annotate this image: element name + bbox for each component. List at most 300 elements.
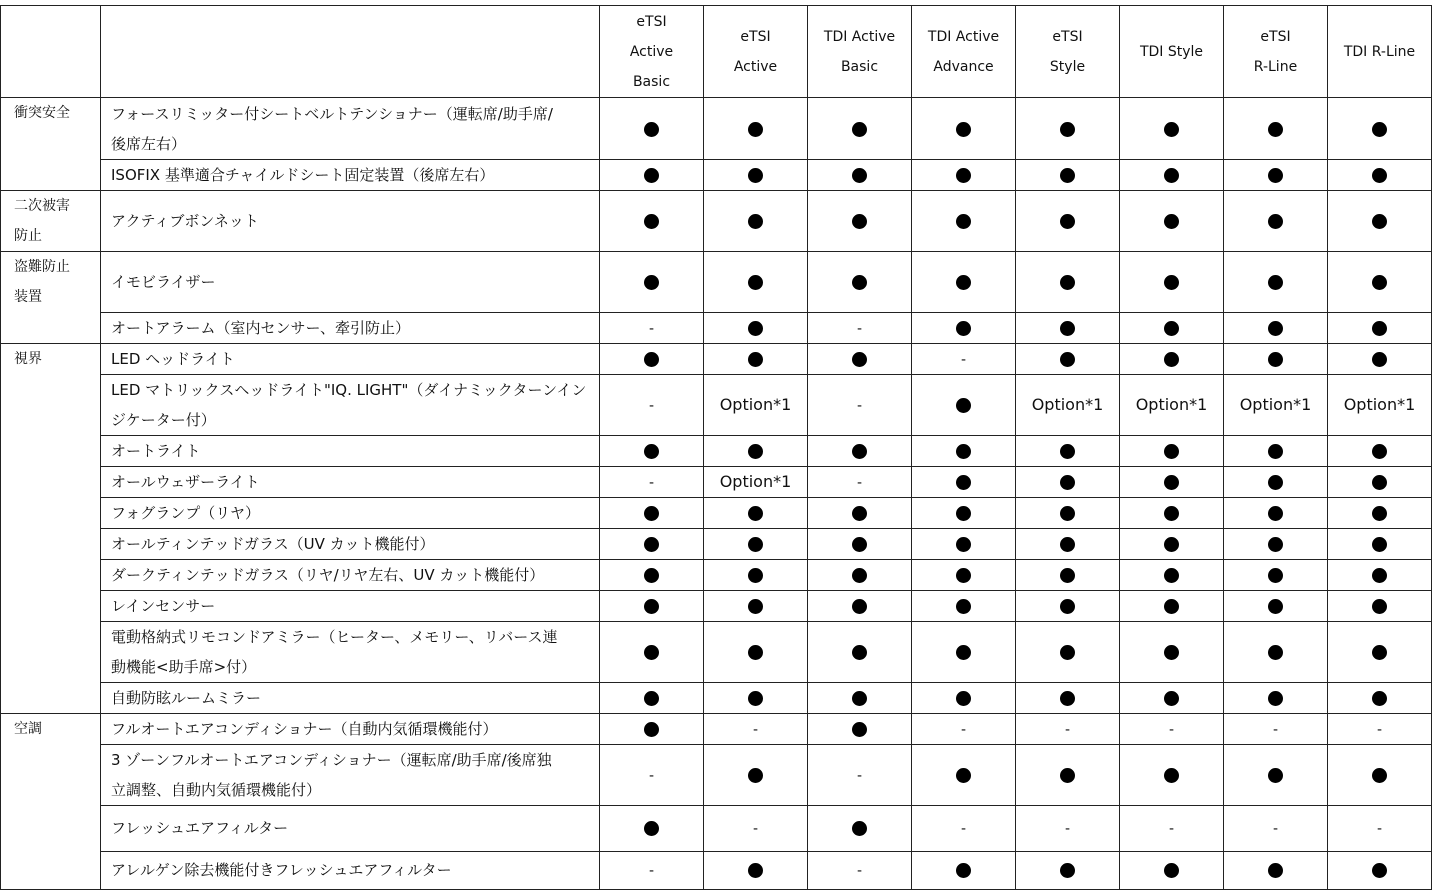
availability-cell	[704, 805, 808, 851]
standard-dot-icon	[748, 768, 763, 783]
table-row	[1, 191, 1432, 252]
availability-cell	[912, 744, 1016, 805]
standard-dot-icon	[644, 722, 659, 737]
availability-cell	[912, 559, 1016, 590]
availability-cell	[1016, 466, 1120, 497]
category-cell	[1, 559, 101, 590]
not-available-mark: -	[856, 863, 863, 879]
availability-cell	[912, 805, 1016, 851]
feature-name: フルオートエアコンディショナー（自動内気循環機能付）	[101, 713, 600, 744]
not-available-mark: -	[960, 351, 967, 368]
category-cell	[1, 497, 101, 528]
availability-cell	[1224, 191, 1328, 252]
table-row	[1, 559, 1432, 590]
category-cell: 二次被害 防止	[1, 191, 101, 252]
availability-cell	[600, 466, 704, 497]
standard-dot-icon	[1268, 214, 1283, 229]
standard-dot-icon	[1372, 506, 1387, 521]
not-available-mark: -	[1064, 721, 1071, 738]
grade-header: eTSI R-Line	[1224, 6, 1328, 98]
standard-dot-icon	[956, 863, 971, 878]
availability-cell	[1224, 343, 1328, 374]
not-available-mark: -	[648, 320, 655, 337]
standard-dot-icon	[1164, 321, 1179, 336]
availability-cell	[808, 497, 912, 528]
availability-cell	[912, 713, 1016, 744]
availability-cell	[912, 374, 1016, 435]
standard-dot-icon	[748, 275, 763, 290]
not-available-mark: -	[648, 397, 655, 414]
availability-cell	[912, 528, 1016, 559]
table-row	[1, 343, 1432, 374]
availability-cell	[1224, 466, 1328, 497]
table-row	[1, 252, 1432, 313]
availability-cell	[1016, 682, 1120, 713]
standard-dot-icon	[1268, 444, 1283, 459]
standard-dot-icon	[1372, 321, 1387, 336]
not-available-mark: -	[1376, 821, 1383, 837]
availability-cell	[1224, 160, 1328, 191]
availability-cell	[1328, 682, 1432, 713]
availability-cell	[808, 621, 912, 682]
standard-dot-icon	[644, 168, 659, 183]
standard-dot-icon	[644, 275, 659, 290]
availability-cell	[1328, 191, 1432, 252]
table-row	[1, 621, 1432, 682]
category-cell	[1, 851, 101, 889]
table-row	[1, 851, 1432, 889]
standard-dot-icon	[1060, 599, 1075, 614]
availability-cell	[912, 252, 1016, 313]
standard-dot-icon	[1164, 768, 1179, 783]
availability-cell	[808, 312, 912, 343]
standard-dot-icon	[1268, 475, 1283, 490]
standard-dot-icon	[1268, 537, 1283, 552]
standard-dot-icon	[1060, 214, 1075, 229]
feature-name: 電動格納式リモコンドアミラー（ヒーター、メモリー、リバース連 動機能<助手席>付）	[101, 621, 600, 682]
table-row	[1, 374, 1432, 435]
availability-cell	[808, 851, 912, 889]
standard-dot-icon	[1372, 768, 1387, 783]
availability-cell	[1328, 528, 1432, 559]
availability-cell	[808, 98, 912, 160]
availability-cell	[1016, 805, 1120, 851]
standard-dot-icon	[1060, 537, 1075, 552]
availability-cell	[1120, 528, 1224, 559]
standard-dot-icon	[748, 645, 763, 660]
standard-dot-icon	[852, 691, 867, 706]
option-label: Option*1	[1343, 395, 1416, 414]
availability-cell	[1328, 621, 1432, 682]
standard-dot-icon	[748, 537, 763, 552]
table-row	[1, 466, 1432, 497]
grade-header: TDI R-Line	[1328, 6, 1432, 98]
standard-dot-icon	[1060, 444, 1075, 459]
standard-dot-icon	[956, 568, 971, 583]
spec-table-body	[1, 98, 1432, 890]
availability-cell	[1120, 160, 1224, 191]
availability-cell	[1016, 497, 1120, 528]
standard-dot-icon	[956, 214, 971, 229]
standard-dot-icon	[852, 444, 867, 459]
availability-cell	[1224, 312, 1328, 343]
standard-dot-icon	[1164, 645, 1179, 660]
availability-cell	[1224, 497, 1328, 528]
availability-cell	[1120, 98, 1224, 160]
availability-cell	[1328, 343, 1432, 374]
availability-cell	[600, 312, 704, 343]
standard-dot-icon	[748, 321, 763, 336]
availability-cell	[808, 682, 912, 713]
not-available-mark: -	[648, 474, 655, 491]
standard-dot-icon	[956, 122, 971, 137]
availability-cell	[600, 435, 704, 466]
table-row	[1, 160, 1432, 191]
table-row	[1, 805, 1432, 851]
availability-cell	[1120, 497, 1224, 528]
category-cell	[1, 682, 101, 713]
not-available-mark: -	[856, 767, 863, 784]
standard-dot-icon	[1372, 537, 1387, 552]
availability-cell	[1328, 98, 1432, 160]
availability-cell	[912, 191, 1016, 252]
availability-cell	[600, 374, 704, 435]
standard-dot-icon	[1164, 568, 1179, 583]
availability-cell	[808, 590, 912, 621]
availability-cell	[808, 435, 912, 466]
availability-cell	[1328, 435, 1432, 466]
standard-dot-icon	[1060, 275, 1075, 290]
standard-dot-icon	[748, 691, 763, 706]
availability-cell	[1016, 621, 1120, 682]
category-cell	[1, 528, 101, 559]
standard-dot-icon	[852, 821, 867, 836]
standard-dot-icon	[956, 506, 971, 521]
standard-dot-icon	[956, 537, 971, 552]
standard-dot-icon	[1060, 691, 1075, 706]
availability-cell	[1224, 682, 1328, 713]
availability-cell	[912, 497, 1016, 528]
category-cell	[1, 160, 101, 191]
availability-cell	[1328, 497, 1432, 528]
table-row	[1, 744, 1432, 805]
availability-cell	[704, 466, 808, 497]
standard-dot-icon	[644, 645, 659, 660]
header-blank-category	[1, 6, 101, 98]
feature-name: オールティンテッドガラス（UV カット機能付）	[101, 528, 600, 559]
table-row	[1, 682, 1432, 713]
standard-dot-icon	[1268, 275, 1283, 290]
availability-cell	[808, 160, 912, 191]
standard-dot-icon	[644, 506, 659, 521]
availability-cell	[704, 312, 808, 343]
feature-name: LED ヘッドライト	[101, 343, 600, 374]
availability-cell	[1120, 435, 1224, 466]
not-available-mark: -	[648, 863, 655, 879]
availability-cell	[1120, 559, 1224, 590]
category-cell	[1, 805, 101, 851]
availability-cell	[704, 374, 808, 435]
availability-cell	[1328, 713, 1432, 744]
availability-cell	[808, 343, 912, 374]
category-cell	[1, 374, 101, 435]
standard-dot-icon	[1164, 863, 1179, 878]
standard-dot-icon	[852, 352, 867, 367]
standard-dot-icon	[1164, 537, 1179, 552]
grade-header: eTSI Active	[704, 6, 808, 98]
not-available-mark: -	[1168, 721, 1175, 738]
availability-cell	[600, 744, 704, 805]
standard-dot-icon	[956, 691, 971, 706]
category-cell	[1, 590, 101, 621]
availability-cell	[1016, 744, 1120, 805]
standard-dot-icon	[1372, 352, 1387, 367]
option-label: Option*1	[719, 472, 792, 491]
category-cell	[1, 466, 101, 497]
standard-dot-icon	[1268, 168, 1283, 183]
category-cell	[1, 435, 101, 466]
not-available-mark: -	[1064, 821, 1071, 837]
standard-dot-icon	[1164, 352, 1179, 367]
grade-header: TDI Active Basic	[808, 6, 912, 98]
availability-cell	[704, 682, 808, 713]
availability-cell	[1120, 343, 1224, 374]
availability-cell	[704, 252, 808, 313]
availability-cell	[600, 497, 704, 528]
standard-dot-icon	[956, 275, 971, 290]
availability-cell	[808, 252, 912, 313]
standard-dot-icon	[1060, 768, 1075, 783]
standard-dot-icon	[1164, 122, 1179, 137]
standard-dot-icon	[748, 214, 763, 229]
availability-cell	[1224, 744, 1328, 805]
feature-name: フォースリミッター付シートベルトテンショナー（運転席/助手席/ 後席左右）	[101, 98, 600, 160]
availability-cell	[808, 713, 912, 744]
standard-dot-icon	[1060, 168, 1075, 183]
standard-dot-icon	[748, 568, 763, 583]
availability-cell	[1016, 590, 1120, 621]
category-cell	[1, 621, 101, 682]
not-available-mark: -	[960, 821, 967, 837]
availability-cell	[808, 191, 912, 252]
standard-dot-icon	[1372, 645, 1387, 660]
availability-cell	[600, 252, 704, 313]
category-cell: 視界	[1, 343, 101, 374]
feature-name: ダークティンテッドガラス（リヤ/リヤ左右、UV カット機能付）	[101, 559, 600, 590]
availability-cell	[600, 191, 704, 252]
feature-name: 自動防眩ルームミラー	[101, 682, 600, 713]
availability-cell	[1328, 374, 1432, 435]
category-cell: 衝突安全	[1, 98, 101, 160]
standard-dot-icon	[1268, 568, 1283, 583]
availability-cell	[1120, 191, 1224, 252]
not-available-mark: -	[960, 721, 967, 738]
availability-cell	[1016, 98, 1120, 160]
availability-cell	[808, 805, 912, 851]
availability-cell	[1120, 590, 1224, 621]
availability-cell	[1016, 343, 1120, 374]
availability-cell	[1016, 528, 1120, 559]
availability-cell	[1120, 744, 1224, 805]
standard-dot-icon	[852, 168, 867, 183]
standard-dot-icon	[1268, 352, 1283, 367]
feature-name: オートライト	[101, 435, 600, 466]
standard-dot-icon	[1268, 599, 1283, 614]
standard-dot-icon	[1060, 352, 1075, 367]
standard-dot-icon	[1268, 506, 1283, 521]
feature-name: ISOFIX 基準適合チャイルドシート固定装置（後席左右）	[101, 160, 600, 191]
feature-name: イモビライザー	[101, 252, 600, 313]
availability-cell	[1120, 466, 1224, 497]
table-row	[1, 435, 1432, 466]
availability-cell	[912, 590, 1016, 621]
standard-dot-icon	[1372, 444, 1387, 459]
availability-cell	[912, 343, 1016, 374]
availability-cell	[600, 528, 704, 559]
grade-header: TDI Style	[1120, 6, 1224, 98]
standard-dot-icon	[1268, 321, 1283, 336]
standard-dot-icon	[1060, 568, 1075, 583]
standard-dot-icon	[1372, 863, 1387, 878]
availability-cell	[600, 343, 704, 374]
standard-dot-icon	[644, 568, 659, 583]
availability-cell	[1328, 312, 1432, 343]
availability-cell	[1224, 621, 1328, 682]
availability-cell	[1328, 160, 1432, 191]
standard-dot-icon	[1164, 506, 1179, 521]
standard-dot-icon	[1164, 475, 1179, 490]
standard-dot-icon	[956, 768, 971, 783]
availability-cell	[704, 435, 808, 466]
availability-cell	[1120, 713, 1224, 744]
grade-header: TDI Active Advance	[912, 6, 1016, 98]
availability-cell	[912, 435, 1016, 466]
availability-cell	[912, 160, 1016, 191]
standard-dot-icon	[1164, 691, 1179, 706]
availability-cell	[600, 559, 704, 590]
standard-dot-icon	[644, 537, 659, 552]
header-row	[1, 6, 1432, 98]
option-label: Option*1	[1239, 395, 1312, 414]
standard-dot-icon	[644, 352, 659, 367]
availability-cell	[600, 621, 704, 682]
standard-dot-icon	[748, 599, 763, 614]
standard-dot-icon	[1164, 168, 1179, 183]
availability-cell	[912, 682, 1016, 713]
standard-dot-icon	[644, 599, 659, 614]
availability-cell	[1120, 682, 1224, 713]
standard-dot-icon	[852, 214, 867, 229]
standard-dot-icon	[852, 537, 867, 552]
feature-name: LED マトリックスヘッドライト"IQ. LIGHT"（ダイナミックターンイン ジケーター付）	[101, 374, 600, 435]
header-blank-feature	[101, 6, 600, 98]
availability-cell	[704, 559, 808, 590]
availability-cell	[600, 160, 704, 191]
availability-cell	[704, 621, 808, 682]
availability-cell	[912, 851, 1016, 889]
standard-dot-icon	[644, 691, 659, 706]
availability-cell	[1224, 590, 1328, 621]
standard-dot-icon	[748, 506, 763, 521]
not-available-mark: -	[856, 397, 863, 414]
category-cell: 空調	[1, 713, 101, 744]
standard-dot-icon	[852, 506, 867, 521]
standard-dot-icon	[1372, 475, 1387, 490]
standard-dot-icon	[852, 599, 867, 614]
availability-cell	[1328, 805, 1432, 851]
standard-dot-icon	[956, 645, 971, 660]
availability-cell	[1224, 528, 1328, 559]
standard-dot-icon	[748, 863, 763, 878]
feature-name: レインセンサー	[101, 590, 600, 621]
availability-cell	[1224, 559, 1328, 590]
table-row	[1, 528, 1432, 559]
availability-cell	[1016, 713, 1120, 744]
standard-dot-icon	[1268, 768, 1283, 783]
standard-dot-icon	[1164, 214, 1179, 229]
availability-cell	[1328, 851, 1432, 889]
standard-dot-icon	[1268, 645, 1283, 660]
standard-dot-icon	[748, 122, 763, 137]
standard-dot-icon	[1164, 599, 1179, 614]
availability-cell	[808, 559, 912, 590]
standard-dot-icon	[852, 275, 867, 290]
option-label: Option*1	[719, 395, 792, 414]
availability-cell	[912, 312, 1016, 343]
standard-dot-icon	[956, 321, 971, 336]
not-available-mark: -	[1272, 721, 1279, 738]
availability-cell	[704, 744, 808, 805]
table-row	[1, 590, 1432, 621]
availability-cell	[808, 744, 912, 805]
availability-cell	[704, 528, 808, 559]
feature-name: オートアラーム（室内センサー、牽引防止）	[101, 312, 600, 343]
availability-cell	[600, 98, 704, 160]
availability-cell	[1016, 559, 1120, 590]
standard-dot-icon	[1164, 444, 1179, 459]
availability-cell	[1328, 590, 1432, 621]
standard-dot-icon	[956, 599, 971, 614]
availability-cell	[1328, 466, 1432, 497]
equipment-spec-table	[0, 5, 1432, 890]
availability-cell	[1224, 851, 1328, 889]
standard-dot-icon	[1372, 599, 1387, 614]
standard-dot-icon	[1268, 691, 1283, 706]
feature-name: アレルゲン除去機能付きフレッシュエアフィルター	[101, 851, 600, 889]
table-row	[1, 497, 1432, 528]
availability-cell	[1120, 621, 1224, 682]
availability-cell	[704, 851, 808, 889]
standard-dot-icon	[644, 444, 659, 459]
table-row	[1, 98, 1432, 160]
availability-cell	[1016, 252, 1120, 313]
table-row	[1, 312, 1432, 343]
availability-cell	[1224, 252, 1328, 313]
not-available-mark: -	[1272, 821, 1279, 837]
not-available-mark: -	[1168, 821, 1175, 837]
standard-dot-icon	[956, 398, 971, 413]
availability-cell	[1016, 312, 1120, 343]
availability-cell	[1016, 374, 1120, 435]
availability-cell	[600, 590, 704, 621]
availability-cell	[1328, 252, 1432, 313]
availability-cell	[1224, 98, 1328, 160]
availability-cell	[600, 851, 704, 889]
category-cell	[1, 312, 101, 343]
availability-cell	[704, 98, 808, 160]
standard-dot-icon	[748, 168, 763, 183]
standard-dot-icon	[1060, 321, 1075, 336]
